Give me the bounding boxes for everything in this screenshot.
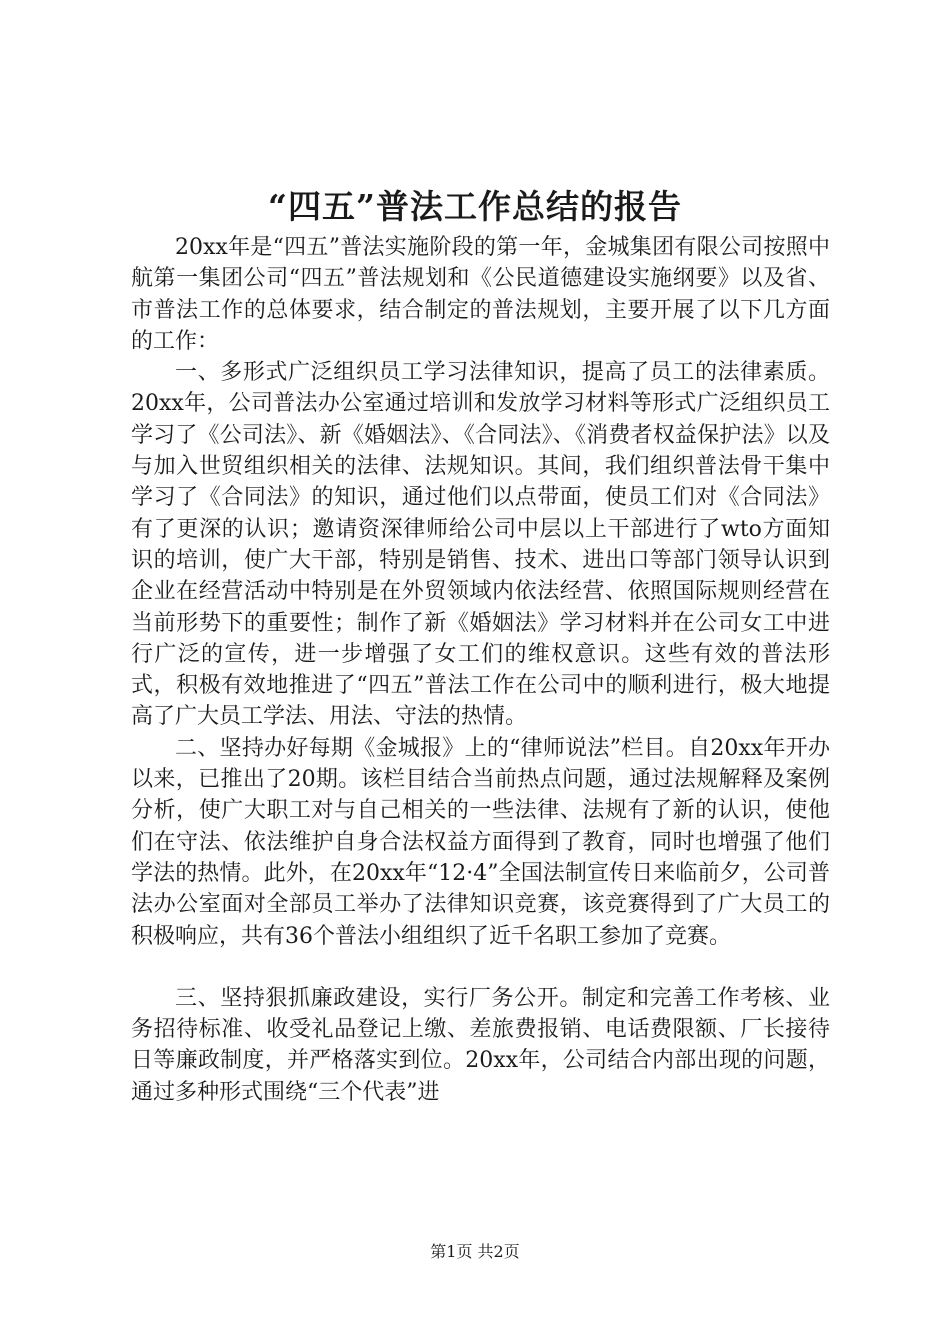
paragraph-intro: 20xx年是“四五”普法实施阶段的第一年，金城集团有限公司按照中航第一集团公司“四五”普法规划和《公民道德建设实施纲要》以及省、市普法工作的总体要求，结合制定的普法规划，主要开展了以下几方面的工作： [131,235,830,354]
document-body [131,232,830,1108]
page-footer: 第1页 共2页 [430,1242,520,1261]
paragraph-section-1: 一、多形式广泛组织员工学习法律知识，提高了员工的法律素质。20xx年，公司普法办公室通过培训和发放学习材料等形式广泛组织员工学习了《公司法》、新《婚姻法》、《合同法》、《消费者权益保护法》以及与加入世贸组织相关的法律、法规知识。其间，我们组织普法骨干集中学习了《合同法》的知识，通过他们以点带面，使员工们对《合同法》有了更深的认识；邀请资深律师给公司中层以上干部进行了wto方面知识的培训，使广大干部，特别是销售、技术、进出口等部门领导认识到企业在经营活动中特别是在外贸领域内依法经营、依照国际规则经营在当前形势下的重要性；制作了新《婚姻法》学习材料并在公司女工中进行广泛的宣传，进一步增强了女工们的维权意识。这些有效的普法形式，积极有效地推进了“四五”普法工作在公司中的顺利进行，极大地提高了广大员工学法、用法、守法的热情。 [131,360,830,730]
paragraph-section-2: 二、坚持办好每期《金城报》上的“律师说法”栏目。自20xx年开办以来，已推出了20期。该栏目结合当前热点问题，通过法规解释及案例分析，使广大职工对与自己相关的一些法律、法规有了新的认识，使他们在守法、依法维护自身合法权益方面得到了教育，同时也增强了他们学法的热情。此外，在20xx年“12·4”全国法制宣传日来临前夕，公司普法办公室面对全部员工举办了法律知识竞赛，该竞赛得到了广大员工的积极响应，共有36个普法小组组织了近千名职工参加了竞赛。 [131,735,830,949]
document-title: “四五”普法工作总结的报告 [268,187,682,226]
paragraph-section-3: 三、坚持狠抓廉政建设，实行厂务公开。制定和完善工作考核、业务招待标准、收受礼品登记上缴、差旅费报销、电话费限额、厂长接待日等廉政制度，并严格落实到位。20xx年，公司结合内部出现的问题，通过多种形式围绕“三个代表”进 [131,985,830,1105]
